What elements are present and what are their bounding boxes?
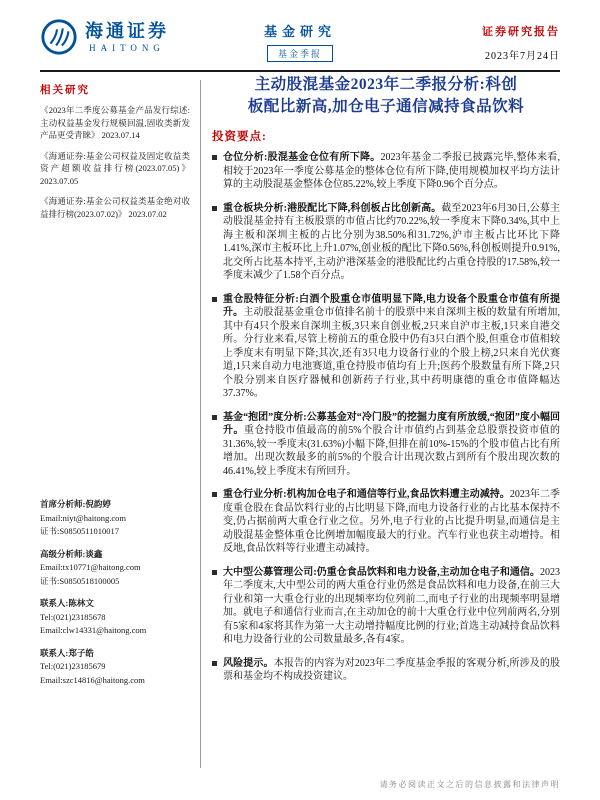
analyst-email: Email:szc14816@haitong.com (40, 674, 145, 685)
related-research-date: 2023.07.14 (101, 130, 140, 140)
haitong-logo-icon (40, 18, 78, 56)
report-category-block (264, 21, 336, 62)
related-research-item (40, 195, 190, 220)
sidebar-divider (200, 80, 201, 768)
related-research-item (40, 104, 190, 142)
bullet-square-icon (212, 155, 217, 160)
report-title (212, 74, 560, 118)
related-research-item (40, 150, 190, 188)
bullet-square-icon (212, 492, 217, 497)
analyst-entry (40, 647, 190, 688)
related-research-date: 2023.07.05 (40, 175, 79, 186)
analyst-cert: 证书:S0850518100005 (40, 575, 120, 586)
bullet-lead: 仓位分析:股混基金仓位有所下降。 (223, 152, 381, 163)
footer-disclaimer: 请务必阅读正文之后的信息披露和法律声明 (379, 780, 560, 789)
haitong-logo (40, 18, 169, 56)
investment-points-label: 投资要点: (212, 131, 267, 143)
bullet-body: 重仓持股市值最高的前5%个股合计市值约占到基金总股票投资市值的31.36%,较一季度末(31.63%)小幅下降,但排在前10%-15%的个股市值占比有所增加。出现次数最多的前5%的个股合计出现次数占到所有个股出现次数的46.41%,较上季度末有所回升。 (223, 425, 560, 477)
report-meta-block (482, 23, 560, 62)
bullet-lead: 风险提示。 (223, 657, 274, 669)
related-research-text: 《海通证券:基金公司权益及固定收益类资产超额收益排行榜(2023.07.05)》 (40, 150, 190, 173)
analyst-cert: 证书:S0850511010017 (40, 526, 120, 536)
header-divider (40, 70, 560, 72)
bullet-body: 截至2023年6月30日,公募主动股混基金持有主板股票的市值占比约70.22%,较一季度末下降0.34%,其中上海主板和深圳主板的占比分别为38.50%和31.72%,沪市主板占比环比下降1.41%,深市主板环比上升1.07%,创业板的配比下降0.56%,科创板则提升0.91%,北交所占比基本持平,主动沪港深基金的港股配比约占重仓持股的17.58%,较一季度末减少了1.58个百分点。 (223, 202, 560, 281)
report-date: 2023年7月24日 (485, 51, 560, 62)
summary-bullet (212, 411, 560, 479)
summary-bullet (212, 488, 560, 556)
bullet-body: 主动股混基金重仓市值排名前十的股票中来自深圳主板的数量有所增加,其中有4只个股来自深圳主板,3只来自创业板,2只来自沪市主板,1只来自港交所。分行业来看,尽管上榜前五的重仓股中仍有3只白酒个股,但重仓市值相较上季度末有明显下降;其次,还有3只电力设备行业的个股上榜,2只来自光伏赛道,1只来自动力电池赛道,重仓持股市值均有上升;医药个股数量有所下降,2只个股分别来自医疗器械和创新药子行业,其中药明康德的重仓市值降幅达37.37%。 (223, 307, 561, 399)
analyst-entry (40, 597, 190, 638)
bullet-square-icon (212, 415, 217, 420)
analyst-role-name: 联系人:郑子皓 (40, 647, 94, 658)
bullet-lead: 重仓股特征分析:白酒个股重仓市值明显下降,电力设备个股重仓市值有所提升。 (223, 293, 560, 318)
report-category: 基金研究 (263, 24, 337, 39)
analyst-entry (40, 548, 190, 589)
summary-bullet (212, 657, 560, 684)
analyst-tel: Tel:(021)23185678 (40, 611, 106, 622)
bullet-lead: 大中型公募管理公司:仍重仓食品饮料和电力设备,主动加仓电子和通信。 (223, 566, 540, 578)
main-content (212, 74, 560, 694)
brand-name-en: HAITONG (89, 43, 165, 53)
analyst-entry (40, 498, 190, 539)
related-research-text: 《海通证券:基金公司权益类基金绝对收益排行榜(2023.07.02)》 (40, 196, 190, 219)
report-header (40, 18, 560, 68)
brand-block (85, 21, 169, 53)
bullet-square-icon (212, 297, 217, 302)
analyst-email: Email:clw14331@haitong.com (40, 625, 147, 635)
summary-bullet (212, 293, 560, 401)
summary-bullet (212, 566, 560, 647)
bullet-body: 本报告的内容为对2023年二季度基金季报的客观分析,所涉及的股票和基金均不构成投资建议。 (223, 657, 560, 682)
related-research-title: 相关研究 (40, 85, 90, 96)
bullet-body: 2023年二季度重仓股在食品饮料行业的占比明显下降,而电力设备行业的占比基本保持不变,仍占据前两大重仓行业之位。另外,电子行业的占比提升明显,而通信是主动股混基金整体重仓比例增加幅度最大的行业。汽车行业也获主动增持。相反地,食品饮料等行业遭主动减持。 (223, 489, 560, 554)
bullet-lead: 重仓行业分析:机构加仓电子和通信等行业,食品饮料遭主动减持。 (223, 489, 510, 500)
analyst-tel: Tel:(021)23185679 (40, 661, 106, 671)
bullet-lead: 基金“抱团”度分析:公募基金对“冷门股”的挖掘力度有所放缓,“抱团”度小幅回升。 (223, 411, 560, 436)
brand-name-cn: 海通证券 (85, 21, 169, 41)
analyst-role-name: 首席分析师:倪韵婷 (40, 499, 111, 509)
summary-bullet (212, 202, 560, 283)
analyst-role-name: 高级分析师:谈鑫 (40, 548, 103, 559)
report-title-line2: 板配比新高,加仓电子通信减持食品饮料 (247, 98, 525, 115)
report-subcategory-badge: 基金季报 (267, 45, 333, 62)
bullet-lead: 重仓板块分析:港股配比下降,科创板占比创新高。 (223, 202, 442, 214)
bullet-body: 2023年二季度末,大中型公司的两大重仓行业仍然是食品饮料和电力设备,在前三大行业和第一大重仓行业的出现频率均位列前二,而电子行业的出现频率明显增加。就电子和通信行业而言,在主动加仓的前十大重仓行业中位列前两名,分别有5家和4家将其作为第一大主动增持幅度比例的行业;首选主动减持食品饮料和电力设备行业的公司数量最多,各有4家。 (223, 566, 560, 645)
related-research-text: 《2023年二季度公募基金产品发行综述:主动权益基金发行规模回温,固收类新发产品更受青睐》 (40, 105, 190, 140)
related-research-date: 2023.07.02 (128, 208, 167, 219)
bullet-square-icon (212, 206, 217, 211)
summary-bullet (212, 151, 560, 192)
report-type-label: 证券研究报告 (482, 26, 560, 38)
bullet-square-icon (212, 570, 217, 575)
bullet-body: 2023年基金二季报已披露完毕,整体来看,相较于2023年一季度公募基金的整体仓位有所下降,使用规模加权平均方法计算的主动股混基金整体仓位85.22%,较上季度下降0.96个百分点。 (223, 152, 560, 190)
analyst-panel (40, 498, 190, 696)
analyst-email: Email:tx10771@haitong.com (40, 562, 141, 572)
analyst-role-name: 联系人:陈林文 (40, 598, 94, 608)
related-research-panel (40, 82, 190, 228)
report-title-line1: 主动股混基金2023年二季报分析:科创 (254, 76, 518, 93)
analyst-email: Email:niyt@haitong.com (40, 512, 126, 523)
bullet-square-icon (212, 661, 217, 666)
